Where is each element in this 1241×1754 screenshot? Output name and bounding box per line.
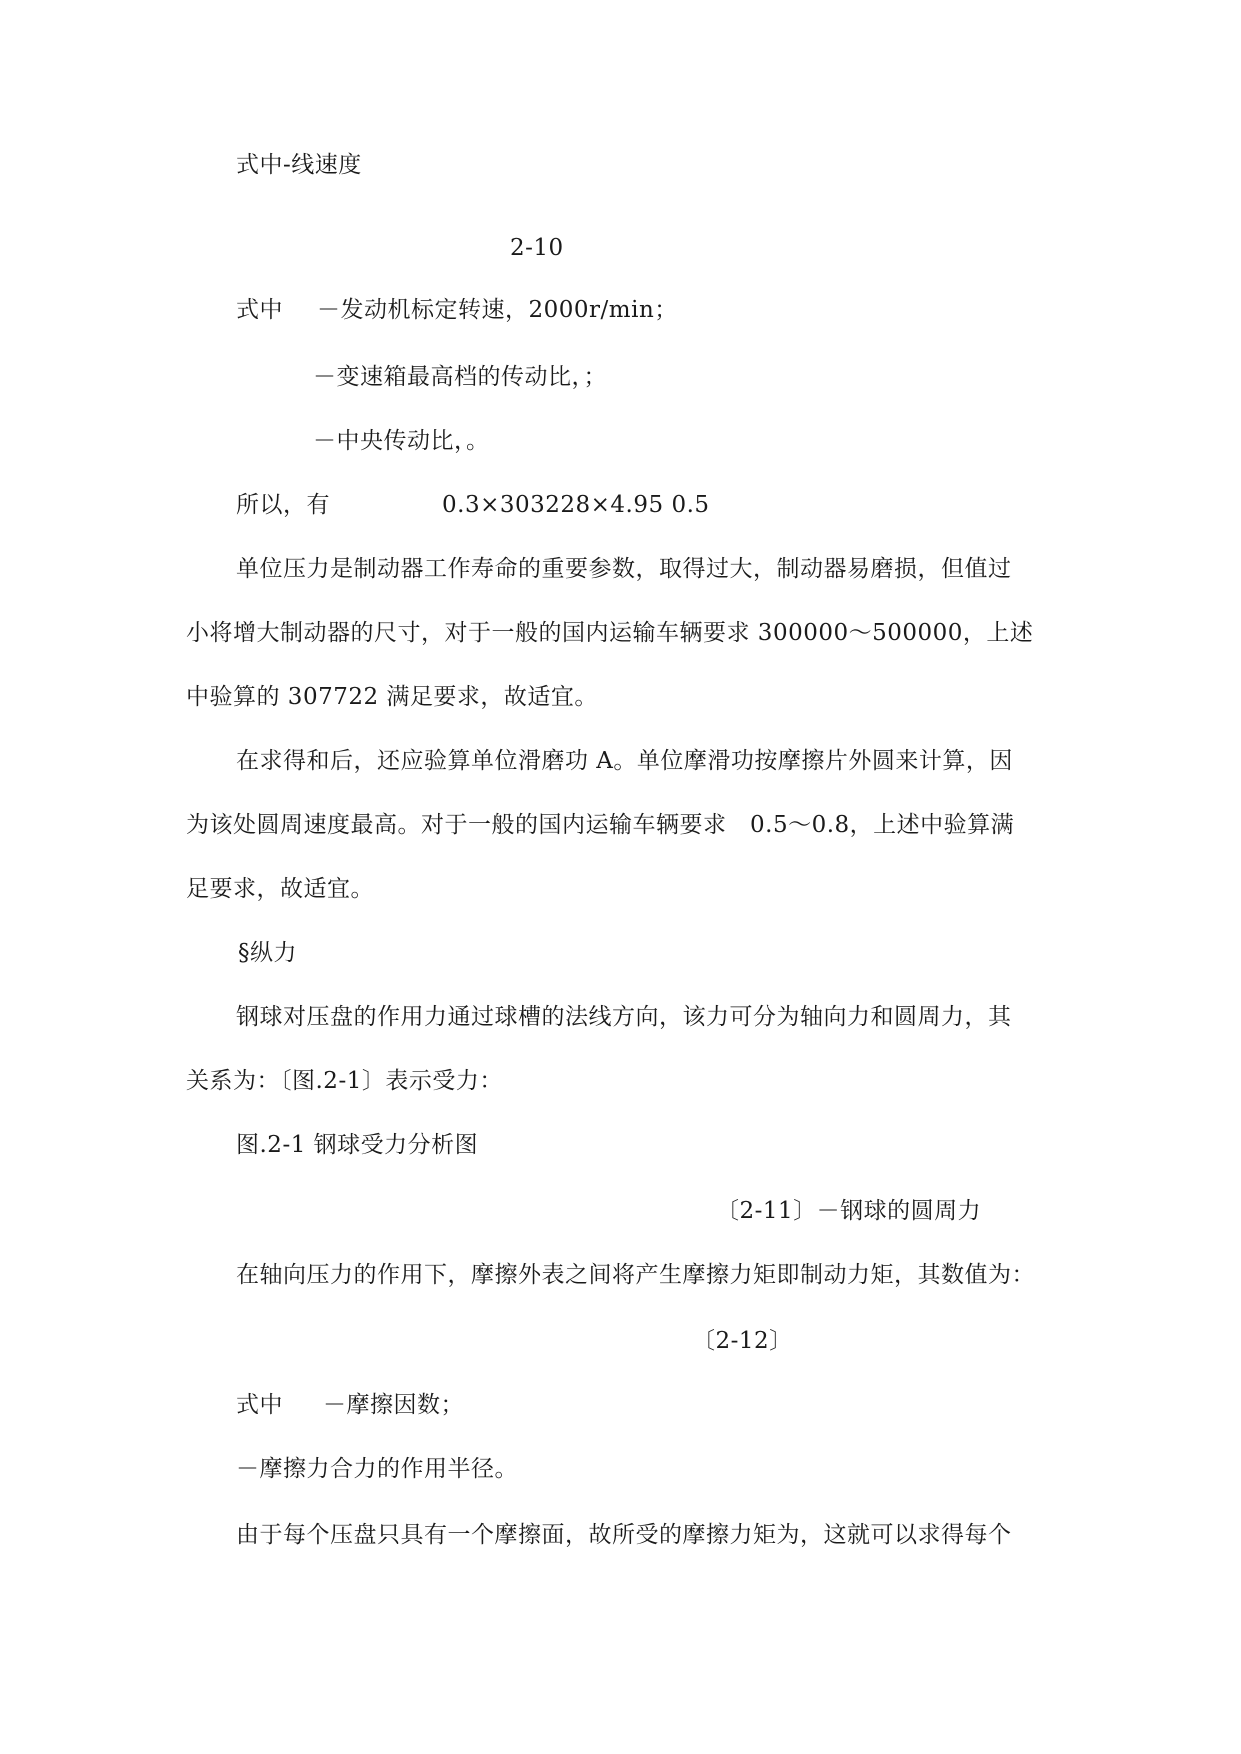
paragraph-line-08: 小将增大制动器的尺寸，对于一般的国内运输车辆要求 300000～500000，上述 [186,620,1034,646]
definition-radius: －摩擦力合力的作用半径。 [236,1456,518,1482]
paragraph-line-15: 关系为：〔图.2-1〕表示受力： [186,1068,503,1094]
paragraph-line-12: 足要求，故适宜。 [186,876,374,902]
equation-number-2-12: 〔2-12〕 [692,1328,793,1354]
text-line-03 [236,295,678,325]
text-line-20 [236,1390,464,1420]
label-suoyi: 所以，有 [236,492,330,518]
definition-rated-speed: －发动机标定转速，2000r/min； [317,297,678,323]
paragraph-line-10: 在求得和后，还应验算单位滑磨功 A。单位摩滑功按摩擦片外圆来计算，因 [236,748,1013,774]
definition-gear-ratio: －变速箱最高档的传动比，； [313,364,607,390]
figure-caption: 图.2-1 钢球受力分析图 [236,1132,479,1158]
equation-number-2-10: 2-10 [510,235,564,261]
definition-friction-factor: －摩擦因数； [323,1392,464,1418]
formula-values: 0.3×303228×4.95 0.5 [442,492,710,518]
paragraph-line-22: 由于每个压盘只具有一个摩擦面，故所受的摩擦力矩为，这就可以求得每个 [236,1522,1012,1548]
section-heading: §纵力 [238,940,297,966]
equation-2-11-line: 〔2-11〕－钢球的圆周力 [716,1198,982,1224]
label-shizhong-2: 式中 [236,1392,283,1418]
paragraph-line-09: 中验算的 307722 满足要求，故适宜。 [186,684,598,710]
paragraph-line-11: 为该处圆周速度最高。对于一般的国内运输车辆要求 0.5～0.8，上述中验算满 [186,812,1015,838]
paragraph-line-07: 单位压力是制动器工作寿命的重要参数，取得过大，制动器易磨损，但值过 [236,556,1012,582]
paragraph-line-18: 在轴向压力的作用下，摩擦外表之间将产生摩擦力矩即制动力矩，其数值为： [236,1262,1035,1288]
text-line-01: 式中-线速度 [236,152,362,178]
definition-final-drive: －中央传动比，。 [313,428,490,454]
label-shizhong: 式中 [236,297,283,323]
paragraph-line-14: 钢球对压盘的作用力通过球槽的法线方向，该力可分为轴向力和圆周力，其 [236,1004,1012,1030]
text-line-06 [236,490,710,520]
